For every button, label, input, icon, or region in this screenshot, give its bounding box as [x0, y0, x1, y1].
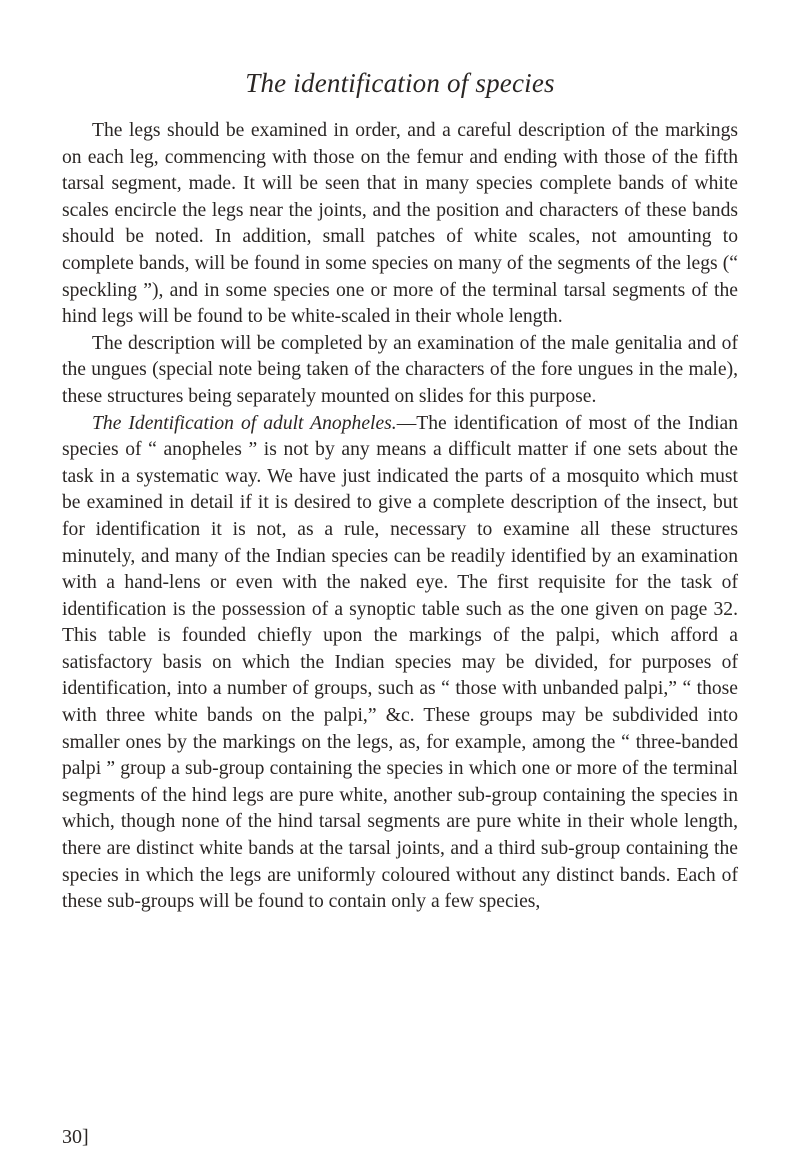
paragraph-genitalia — [62, 331, 738, 411]
running-head: The identification of species — [245, 68, 555, 98]
paragraph-identification — [62, 411, 738, 916]
section-heading: The Identification of adult Anopheles. — [92, 412, 397, 434]
paragraph-text: —The identification of most of the Indian species of “ anopheles ” is not by any means a difficult matter if one sets about the task in a systematic way. We have just indicated the parts of a mosquito which must be examined in detail if it is desired to give a complete description of the insect, but for identification it is not, as a rule, necessary to examine all these structures minutely, and many of the Indian species can be readily identified by an examination with a hand-lens or even with the naked eye. The first requisite for the task of identification is the possession of a synoptic table such as the one given on page 32. This table is founded chiefly upon the markings of the palpi, which afford a satisfactory basis on which the Indian species may be divided, for purposes of identification, into a number of groups, such as “ those with unbanded palpi,” “ those with three white bands on the palpi,” &c. These groups may be subdivided into smaller ones by the markings on the legs, as, for example, among the “ three-banded palpi ” group a sub-group containing the species in which one or more of the terminal segments of the hind legs are pure white, another sub-group containing the species in which, though none of the hind tarsal segments are pure white in their whole length, there are distinct white bands at the tarsal joints, and a third sub-group containing the species in which the legs are uniformly coloured without any distinct bands. Each of these sub-groups will be found to contain only a few species, — [62, 412, 739, 913]
page-number: 30] — [62, 1126, 89, 1148]
paragraph-text: The description will be completed by an examination of the male genitalia and of the ungues (special note being taken of the characters of the fore ungues in the male), these structures being separately mounted on slides for this purpose. — [62, 332, 738, 407]
paragraph-text: The legs should be examined in order, and a careful description of the markings on each leg, commencing with those on the femur and ending with those of the fifth tarsal segment, made. It will be seen that in many species complete bands of white scales encircle the legs near the joints, and the position and characters of these bands should be noted. In addition, small patches of white scales, not amounting to complete bands, will be found in some species on many of the segments of the legs (“ speckling ”), and in some species one or more of the terminal tarsal segments of the hind legs will be found to be white-scaled in their whole length. — [62, 120, 738, 328]
paragraph-legs — [62, 118, 738, 331]
body-text — [62, 118, 738, 916]
